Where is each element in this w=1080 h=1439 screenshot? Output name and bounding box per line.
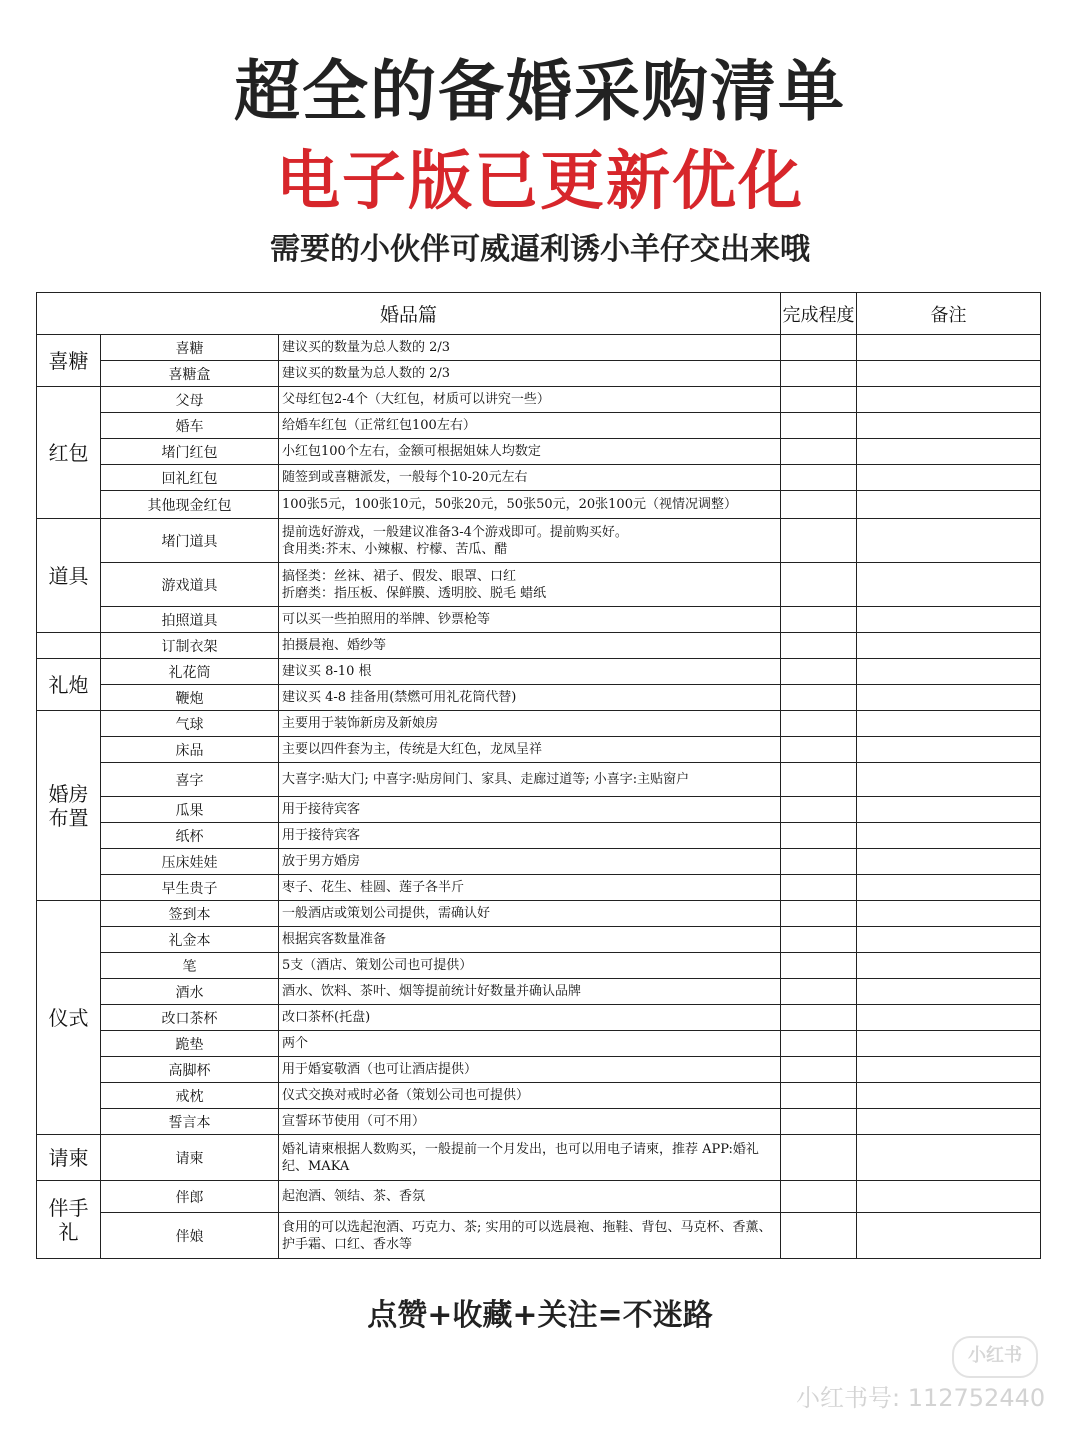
item-cell: 礼金本 — [101, 927, 279, 953]
category-cell: 请柬 — [37, 1135, 101, 1181]
table-row — [37, 1005, 1041, 1031]
table-row — [37, 953, 1041, 979]
remark-cell[interactable] — [857, 953, 1041, 979]
category-cell — [37, 633, 101, 659]
table-row — [37, 413, 1041, 439]
status-cell[interactable] — [781, 1005, 857, 1031]
status-cell[interactable] — [781, 737, 857, 763]
watermark-id: 小红书号: 112752440 — [796, 1384, 1046, 1412]
table-row — [37, 563, 1041, 607]
status-cell[interactable] — [781, 927, 857, 953]
item-cell: 伴娘 — [101, 1213, 279, 1259]
remark-cell[interactable] — [857, 849, 1041, 875]
table-row — [37, 439, 1041, 465]
note-cell: 拍摄晨袍、婚纱等 — [279, 633, 781, 659]
item-cell: 拍照道具 — [101, 607, 279, 633]
status-cell[interactable] — [781, 1083, 857, 1109]
status-cell[interactable] — [781, 659, 857, 685]
table-row — [37, 927, 1041, 953]
note-cell: 可以买一些拍照用的举牌、钞票枪等 — [279, 607, 781, 633]
category-cell: 婚房 布置 — [37, 711, 101, 901]
note-cell: 主要以四件套为主，传统是大红色，龙凤呈祥 — [279, 737, 781, 763]
status-cell[interactable] — [781, 335, 857, 361]
remark-cell[interactable] — [857, 763, 1041, 797]
item-cell: 鞭炮 — [101, 685, 279, 711]
remark-cell[interactable] — [857, 901, 1041, 927]
table-row — [37, 737, 1041, 763]
table-row — [37, 335, 1041, 361]
status-cell[interactable] — [781, 439, 857, 465]
page-tagline: 需要的小伙伴可威逼利诱小羊仔交出来哦 — [270, 232, 810, 267]
category-cell: 喜糖 — [37, 335, 101, 387]
remark-cell[interactable] — [857, 491, 1041, 519]
remark-cell[interactable] — [857, 797, 1041, 823]
table-row — [37, 633, 1041, 659]
remark-cell[interactable] — [857, 927, 1041, 953]
status-cell[interactable] — [781, 849, 857, 875]
category-cell: 仪式 — [37, 901, 101, 1135]
item-cell: 喜糖 — [101, 335, 279, 361]
category-cell: 礼炮 — [37, 659, 101, 711]
item-cell: 堵门道具 — [101, 519, 279, 563]
item-cell: 签到本 — [101, 901, 279, 927]
table-row — [37, 607, 1041, 633]
remark-cell[interactable] — [857, 387, 1041, 413]
note-cell: 建议买 4-8 挂备用(禁燃可用礼花筒代替) — [279, 685, 781, 711]
remark-cell[interactable] — [857, 1031, 1041, 1057]
status-cell[interactable] — [781, 797, 857, 823]
status-cell[interactable] — [781, 1109, 857, 1135]
note-cell: 用于接待宾客 — [279, 823, 781, 849]
table-row — [37, 711, 1041, 737]
table-row — [37, 1135, 1041, 1181]
status-cell[interactable] — [781, 901, 857, 927]
table-row — [37, 361, 1041, 387]
status-cell[interactable] — [781, 763, 857, 797]
table-row — [37, 901, 1041, 927]
remark-cell[interactable] — [857, 1057, 1041, 1083]
section-title: 婚品篇 — [37, 293, 781, 335]
note-cell: 起泡酒、领结、茶、香氛 — [279, 1181, 781, 1213]
item-cell: 床品 — [101, 737, 279, 763]
note-cell: 两个 — [279, 1031, 781, 1057]
note-cell: 仪式交换对戒时必备（策划公司也可提供） — [279, 1083, 781, 1109]
item-cell: 礼花筒 — [101, 659, 279, 685]
note-cell: 100张5元，100张10元，50张20元，50张50元，20张100元（视情况调整） — [279, 491, 781, 519]
status-cell[interactable] — [781, 1135, 857, 1181]
item-cell: 订制衣架 — [101, 633, 279, 659]
note-cell: 提前选好游戏，一般建议准备3-4个游戏即可。提前购买好。 食用类:芥末、小辣椒、柠檬、苦瓜、醋 — [279, 519, 781, 563]
remark-cell[interactable] — [857, 659, 1041, 685]
table-row — [37, 979, 1041, 1005]
remark-cell[interactable] — [857, 563, 1041, 607]
status-cell[interactable] — [781, 361, 857, 387]
status-cell[interactable] — [781, 1031, 857, 1057]
remark-cell[interactable] — [857, 1005, 1041, 1031]
item-cell: 喜糖盒 — [101, 361, 279, 387]
remark-cell[interactable] — [857, 519, 1041, 563]
note-cell: 大喜字:贴大门; 中喜字:贴房间门、家具、走廊过道等; 小喜字:主贴窗户 — [279, 763, 781, 797]
status-cell[interactable] — [781, 633, 857, 659]
table-row — [37, 1213, 1041, 1259]
status-cell[interactable] — [781, 563, 857, 607]
table-header-row — [37, 293, 1041, 335]
note-cell: 搞怪类：丝袜、裙子、假发、眼罩、口红 折磨类：指压板、保鲜膜、透明胶、脱毛 蜡纸 — [279, 563, 781, 607]
note-cell: 一般酒店或策划公司提供，需确认好 — [279, 901, 781, 927]
table-row — [37, 1057, 1041, 1083]
note-cell: 随签到或喜糖派发，一般每个10-20元左右 — [279, 465, 781, 491]
status-cell[interactable] — [781, 823, 857, 849]
category-cell: 伴手 礼 — [37, 1181, 101, 1259]
status-cell[interactable] — [781, 953, 857, 979]
table-row — [37, 797, 1041, 823]
item-cell: 瓜果 — [101, 797, 279, 823]
remark-cell[interactable] — [857, 1135, 1041, 1181]
note-cell: 小红包100个左右，金额可根据姐妹人均数定 — [279, 439, 781, 465]
remark-cell[interactable] — [857, 413, 1041, 439]
note-cell: 父母红包2-4个（大红包，材质可以讲究一些） — [279, 387, 781, 413]
note-cell: 建议买的数量为总人数的 2/3 — [279, 335, 781, 361]
note-cell: 根据宾客数量准备 — [279, 927, 781, 953]
note-cell: 宣誓环节使用（可不用） — [279, 1109, 781, 1135]
remark-cell[interactable] — [857, 361, 1041, 387]
status-cell[interactable] — [781, 711, 857, 737]
remark-cell[interactable] — [857, 823, 1041, 849]
note-cell: 改口茶杯(托盘) — [279, 1005, 781, 1031]
note-cell: 用于婚宴敬酒（也可让酒店提供） — [279, 1057, 781, 1083]
table-row — [37, 1181, 1041, 1213]
remark-cell[interactable] — [857, 1109, 1041, 1135]
status-cell[interactable] — [781, 607, 857, 633]
item-cell: 婚车 — [101, 413, 279, 439]
table-row — [37, 465, 1041, 491]
item-cell: 纸杯 — [101, 823, 279, 849]
table-row — [37, 763, 1041, 797]
item-cell: 其他现金红包 — [101, 491, 279, 519]
table-row — [37, 1083, 1041, 1109]
note-cell: 建议买的数量为总人数的 2/3 — [279, 361, 781, 387]
remark-cell[interactable] — [857, 633, 1041, 659]
remark-cell[interactable] — [857, 335, 1041, 361]
status-cell[interactable] — [781, 1181, 857, 1213]
note-cell: 用于接待宾客 — [279, 797, 781, 823]
table-row — [37, 491, 1041, 519]
item-cell: 高脚杯 — [101, 1057, 279, 1083]
status-cell[interactable] — [781, 875, 857, 901]
item-cell: 气球 — [101, 711, 279, 737]
status-cell[interactable] — [781, 1057, 857, 1083]
note-cell: 主要用于装饰新房及新娘房 — [279, 711, 781, 737]
item-cell: 喜字 — [101, 763, 279, 797]
notes-column-header: 备注 — [857, 293, 1041, 335]
table-row — [37, 875, 1041, 901]
item-cell: 请柬 — [101, 1135, 279, 1181]
item-cell: 戒枕 — [101, 1083, 279, 1109]
table-row — [37, 387, 1041, 413]
note-cell: 给婚车红包（正常红包100左右） — [279, 413, 781, 439]
item-cell: 回礼红包 — [101, 465, 279, 491]
item-cell: 改口茶杯 — [101, 1005, 279, 1031]
item-cell: 早生贵子 — [101, 875, 279, 901]
table-row — [37, 849, 1041, 875]
note-cell: 食用的可以选起泡酒、巧克力、茶; 实用的可以选晨袍、拖鞋、背包、马克杯、香薰、护手霜、口红、香水等 — [279, 1213, 781, 1259]
remark-cell[interactable] — [857, 607, 1041, 633]
note-cell: 5支（酒店、策划公司也可提供） — [279, 953, 781, 979]
item-cell: 伴郎 — [101, 1181, 279, 1213]
remark-cell[interactable] — [857, 465, 1041, 491]
item-cell: 游戏道具 — [101, 563, 279, 607]
item-cell: 堵门红包 — [101, 439, 279, 465]
table-row — [37, 823, 1041, 849]
item-cell: 酒水 — [101, 979, 279, 1005]
status-cell[interactable] — [781, 413, 857, 439]
table-row — [37, 659, 1041, 685]
category-cell: 道具 — [37, 519, 101, 633]
status-cell[interactable] — [781, 685, 857, 711]
item-cell: 父母 — [101, 387, 279, 413]
item-cell: 誓言本 — [101, 1109, 279, 1135]
checklist-table — [36, 292, 1041, 1259]
footer-slogan: 点赞+收藏+关注=不迷路 — [367, 1298, 713, 1333]
page-subtitle: 电子版已更新优化 — [276, 145, 804, 219]
remark-cell[interactable] — [857, 1213, 1041, 1259]
status-cell[interactable] — [781, 979, 857, 1005]
note-cell: 酒水、饮料、茶叶、烟等提前统计好数量并确认品牌 — [279, 979, 781, 1005]
remark-cell[interactable] — [857, 979, 1041, 1005]
table-row — [37, 1031, 1041, 1057]
note-cell: 建议买 8-10 根 — [279, 659, 781, 685]
table-row — [37, 685, 1041, 711]
remark-cell[interactable] — [857, 685, 1041, 711]
remark-cell[interactable] — [857, 1083, 1041, 1109]
note-cell: 婚礼请柬根据人数购买，一般提前一个月发出，也可以用电子请柬，推荐 APP:婚礼纪、MAKA — [279, 1135, 781, 1181]
item-cell: 压床娃娃 — [101, 849, 279, 875]
table-row — [37, 1109, 1041, 1135]
item-cell: 跪垫 — [101, 1031, 279, 1057]
remark-cell[interactable] — [857, 439, 1041, 465]
note-cell: 枣子、花生、桂圆、莲子各半斤 — [279, 875, 781, 901]
remark-cell[interactable] — [857, 875, 1041, 901]
watermark-logo: 小红书 — [952, 1336, 1038, 1378]
status-cell[interactable] — [781, 465, 857, 491]
item-cell: 笔 — [101, 953, 279, 979]
status-cell[interactable] — [781, 1213, 857, 1259]
status-cell[interactable] — [781, 491, 857, 519]
status-cell[interactable] — [781, 387, 857, 413]
status-cell[interactable] — [781, 519, 857, 563]
remark-cell[interactable] — [857, 737, 1041, 763]
table-row — [37, 519, 1041, 563]
category-cell: 红包 — [37, 387, 101, 519]
note-cell: 放于男方婚房 — [279, 849, 781, 875]
remark-cell[interactable] — [857, 711, 1041, 737]
remark-cell[interactable] — [857, 1181, 1041, 1213]
page-title: 超全的备婚采购清单 — [234, 53, 846, 130]
status-column-header: 完成程度 — [781, 293, 857, 335]
